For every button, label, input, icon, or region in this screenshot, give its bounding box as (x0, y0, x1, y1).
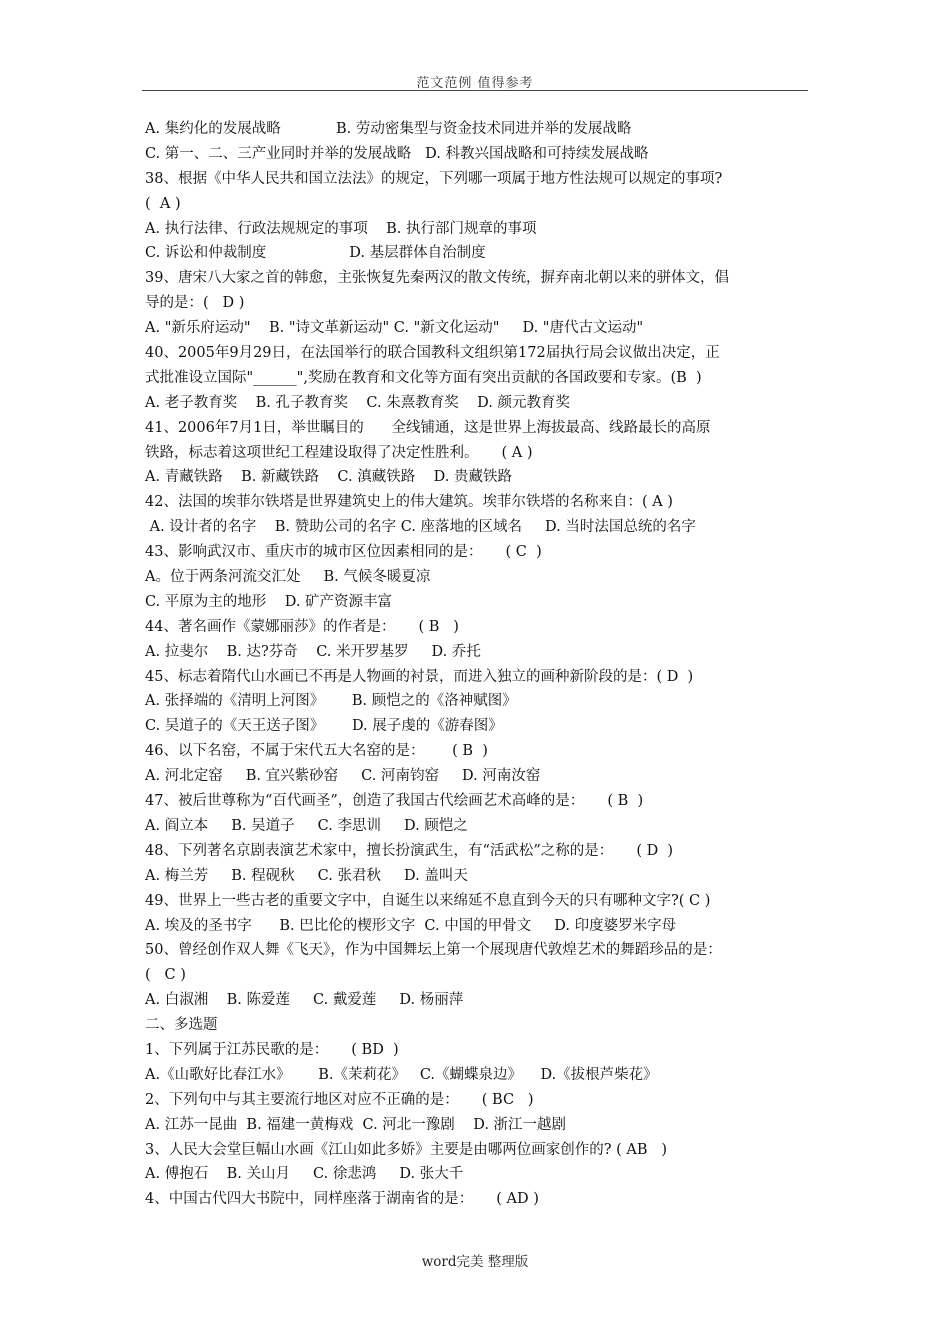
text-line: A. 埃及的圣书字 B. 巴比伦的楔形文字 C. 中国的甲骨文 D. 印度婆罗米字母 (145, 917, 677, 934)
page-header: 范文范例 值得参考 (416, 76, 534, 91)
text-line: A. 老子教育奖 B. 孔子教育奖 C. 朱熹教育奖 D. 颜元教育奖 (145, 394, 570, 411)
text-line: A. 张择端的《清明上河图》 B. 顾恺之的《洛神赋图》 (145, 693, 517, 710)
text-line: 3、人民大会堂巨幅山水画《江山如此多娇》主要是由哪两位画家创作的? ( AB ) (145, 1141, 667, 1158)
text-line: 39、唐宋八大家之首的韩愈，主张恢复先秦两汉的散文传统，摒弃南北朝以来的骈体文，倡 (145, 270, 729, 287)
text-line: 38、根据《中华人民共和国立法法》的规定，下列哪一项属于地方性法规可以规定的事项? (145, 170, 723, 187)
text-line: A. 青藏铁路 B. 新藏铁路 C. 滇藏铁路 D. 贵藏铁路 (145, 469, 512, 486)
text-line: 40、2005年9月29日，在法国举行的联合国教科文组织第172届执行局会议做出决定，正 (145, 345, 720, 362)
text-line: A. 执行法律、行政法规规定的事项 B. 执行部门规章的事项 (145, 220, 537, 237)
text-line: 50、曾经创作双人舞《飞天》，作为中国舞坛上第一个展现唐代敦煌艺术的舞蹈珍品的是： (145, 942, 722, 959)
text-line: A. 设计者的名字 B. 赞助公司的名字 C. 座落地的区域名 D. 当时法国总统的名字 (145, 519, 696, 536)
text-line: ( A ) (145, 195, 181, 212)
text-line: 导的是：( D ) (145, 295, 245, 312)
text-line: A. "新乐府运动" B. "诗文革新运动" C. "新文化运动" D. "唐代古文运动" (145, 320, 644, 337)
text-line: A. 集约化的发展战略 B. 劳动密集型与资金技术同进并举的发展战略 (145, 121, 632, 137)
text-line: A.《山歌好比春江水》 B.《茉莉花》 C.《蝴蝶泉边》 D.《拔根芦柴花》 (145, 1066, 658, 1083)
text-line: 49、世界上一些古老的重要文字中，自诞生以来绵延不息直到今天的只有哪种文字?( C ) (145, 892, 711, 909)
text-line: 式批准设立国际"______",奖励在教育和文化等方面有突出贡献的各国政要和专家。(B ) (145, 369, 702, 386)
page-footer: word完美 整理版 (421, 1254, 529, 1270)
text-line: A. 河北定窑 B. 宜兴紫砂窑 C. 河南钧窑 D. 河南汝窑 (145, 768, 541, 785)
text-line: 43、影响武汉市、重庆市的城市区位因素相同的是： ( C ) (145, 544, 542, 561)
text-line: 45、标志着隋代山水画已不再是人物画的衬景，而进入独立的画种新阶段的是：( D ) (145, 668, 694, 685)
text-line: C. 平原为主的地形 D. 矿产资源丰富 (145, 593, 393, 610)
text-line: 41、2006年7月1日，举世瞩目的 全线铺通，这是世界上海拔最高、线路最长的高原 (145, 419, 711, 436)
text-line: A。位于两条河流交汇处 B. 气候冬暖夏凉 (145, 569, 431, 586)
text-line: 44、著名画作《蒙娜丽莎》的作者是： ( B ) (145, 618, 459, 635)
text-line: ( C ) (145, 967, 186, 984)
text-line: A. 梅兰芳 B. 程砚秋 C. 张君秋 D. 盖叫天 (145, 867, 468, 884)
text-line: 47、被后世尊称为“百代画圣”，创造了我国古代绘画艺术高峰的是： ( B ) (145, 793, 644, 810)
text-line: A. 白淑湘 B. 陈爱莲 C. 戴爱莲 D. 杨丽萍 (145, 992, 464, 1009)
text-line: A. 傅抱石 B. 关山月 C. 徐悲鸿 D. 张大千 (145, 1166, 464, 1183)
text-line: 铁路，标志着这项世纪工程建设取得了决定性胜利。 ( A ) (145, 444, 533, 461)
document-body (145, 117, 810, 1212)
text-line: A. 拉斐尔 B. 达?芬奇 C. 米开罗基罗 D. 乔托 (145, 643, 481, 660)
text-line: C. 第一、二、三产业同时并举的发展战略 D. 科教兴国战略和可持续发展战略 (145, 145, 649, 162)
text-line: 46、以下名窑，不属于宋代五大名窑的是： ( B ) (145, 743, 488, 760)
text-line: A. 阎立本 B. 吴道子 C. 李思训 D. 顾恺之 (145, 817, 468, 834)
text-line: 4、中国古代四大书院中，同样座落于湖南省的是： ( AD ) (145, 1191, 539, 1208)
text-line: C. 诉讼和仲裁制度 D. 基层群体自治制度 (145, 245, 486, 262)
text-line: C. 吴道子的《天王送子图》 D. 展子虔的《游春图》 (145, 718, 503, 735)
text-line: 42、法国的埃菲尔铁塔是世界建筑史上的伟大建筑。埃菲尔铁塔的名称来自：( A ) (145, 494, 673, 511)
header-rule (142, 90, 808, 91)
text-line: 二、多选题 (145, 1017, 218, 1034)
text-line: 1、下列属于江苏民歌的是： ( BD ) (145, 1041, 399, 1058)
text-line: 48、下列著名京剧表演艺术家中，擅长扮演武生，有“活武松”之称的是： ( D ) (145, 842, 674, 859)
text-line: A. 江苏一昆曲 B. 福建一黄梅戏 C. 河北一豫剧 D. 浙江一越剧 (145, 1116, 567, 1133)
text-line: 2、下列句中与其主要流行地区对应不正确的是： ( BC ) (145, 1091, 534, 1108)
